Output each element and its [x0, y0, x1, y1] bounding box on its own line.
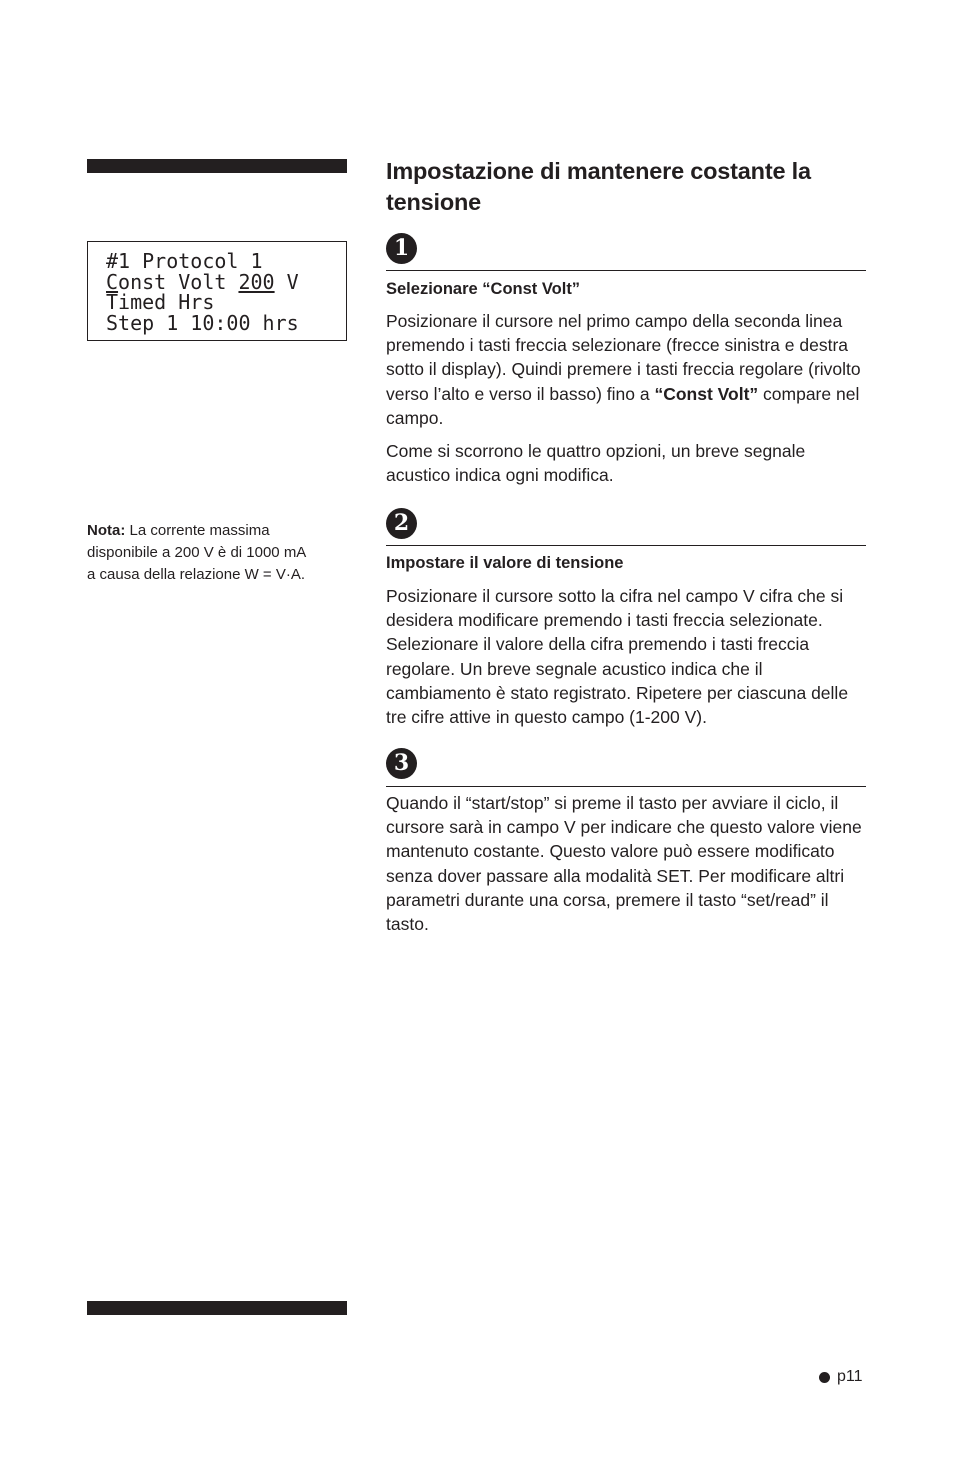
lcd-line-3: Timed Hrs [106, 290, 215, 314]
note-line-2: disponibile a 200 V è di 1000 mA [87, 544, 307, 561]
bottom-divider-bar [87, 1301, 347, 1315]
page-number-label: p11 [837, 1368, 863, 1385]
step-3-number-icon: 3 [386, 748, 417, 779]
note-line-1: La corrente massima [125, 522, 270, 539]
lcd-cursor: C [106, 270, 119, 294]
lcd-line-4: Step 1 10:00 hrs [106, 311, 299, 335]
step-3-rule [386, 786, 866, 787]
step-2-paragraph-1: Posizionare il cursore sotto la cifra nel campo V cifra che si desidera modificare premendo i tasti freccia selezionate. Selezionare il valore della cifra premendo i tasti freccia regolare. Un breve segnale acustico indica che il cambiamento è stato registrato. Ripetere per ciascuna delle tre cifre attive in questo campo (1-200 V). [386, 586, 849, 728]
step-1-rule [386, 270, 866, 271]
lcd-mode-label: onst Volt [118, 270, 239, 294]
step-1-const-volt-bold: “Const Volt” [654, 383, 759, 404]
page-title: Impostazione di mantenere costante la tensione [386, 158, 811, 215]
step-1-heading: Selezionare “Const Volt” [386, 280, 581, 298]
page-number [819, 1366, 863, 1388]
step-1-paragraph-1-text: Posizionare il cursore nel primo campo della seconda linea premendo i tasti freccia selezionare (frecce sinistra e destra sotto il display). Quindi premere i tasti freccia regolare (rivolto verso l’alto e verso il basso) fino a [386, 311, 861, 404]
step-3-paragraph-1: Quando il “start/stop” si preme il tasto per avviare il ciclo, il cursore sarà in campo V per indicare che questo valore viene mantenuto costante. Questo valore può essere modificato senza dover passare alla modalità SET. Per modificare altri parametri durante una corsa, premere il tasto “set/read” il tasto. [386, 793, 862, 935]
step-1-paragraph-2: Come si scorrono le quattro opzioni, un breve segnale acustico indica ogni modifica. [386, 441, 806, 486]
bullet-dot-icon [819, 1372, 830, 1383]
step-2-number-icon: 2 [386, 508, 417, 539]
top-divider-bar [87, 159, 347, 173]
side-note [87, 520, 349, 586]
step-1-paragraph-1-end: compare nel campo. [386, 383, 860, 428]
lcd-line-1: #1 Protocol 1 [106, 249, 263, 273]
step-1-paragraph-1 [386, 309, 868, 430]
lcd-voltage-unit: V [274, 270, 299, 294]
step-2-rule [386, 545, 866, 546]
lcd-display [87, 241, 347, 341]
step-1-number-icon: 1 [386, 233, 417, 264]
lcd-voltage-value: 200 [238, 270, 275, 294]
note-label: Nota: [87, 522, 126, 539]
note-line-3: a causa della relazione W = V·A. [87, 566, 306, 583]
step-2-heading: Impostare il valore di tensione [386, 554, 624, 572]
lcd-line-2 [106, 272, 299, 292]
